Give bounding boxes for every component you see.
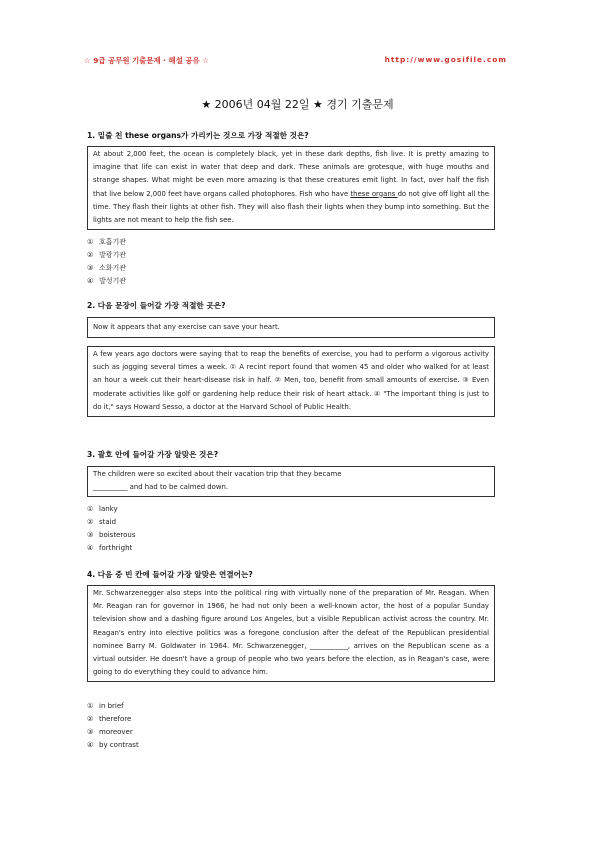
- q4-passage: [93, 587, 489, 679]
- q4-options: [87, 700, 139, 752]
- q3-blank: __________: [93, 483, 128, 492]
- q2-passage: A few years ago doctors were saying that to reap the benefits of exercise, you had to perform a vigorous activity such as jogging several times a week. ① A recint report found that women 45 and older who walked for at least an hour a week cut their heart-disease risk in half. ② Men, too, benefit from small amounts of exercise. ③ Even moderate activities like golf or gardening help reduce their risk of heart attack. ④ "The important thing is just to do it," says Howard Sesso, a doctor at the Harvard School of Public Health.: [93, 350, 489, 411]
- page-header: [84, 55, 507, 67]
- q1-title: 1. 밑줄 친 these organs가 가리키는 것으로 가장 적절한 것은?: [87, 131, 309, 140]
- q1-option-2[interactable]: ② 발광기관: [87, 251, 127, 259]
- q1-passage-text: At about 2,000 feet, the ocean is completely black, yet in these dark depths, fish live. It is pretty amazing to imagine that life can exist in water that deep and dark. These animals are grotesque, with huge mouths and strange shapes. What might be even more amazing is that these creatures emit light. In fact, over half the fish that live below 2,000 feet have organs called photophores. Fish who have: [93, 150, 489, 198]
- q1-options: [87, 236, 126, 288]
- q4-option-4[interactable]: ④ by contrast: [87, 741, 139, 749]
- q2-passage-box: [87, 346, 495, 417]
- q3-passage-box: [87, 466, 495, 497]
- q3-option-3[interactable]: ③ boisterous: [87, 531, 136, 539]
- q1-option-3[interactable]: ③ 소화기관: [87, 264, 127, 272]
- q4-passage-text-end: , arrives on the Republican scene as a virtual outsider. He doesn't have a group of people who two years before the election, as in Reagan's case, were going to do everything they could to advance him.: [93, 641, 489, 677]
- q3-option-1[interactable]: ① lanky: [87, 505, 118, 513]
- header-url[interactable]: http://www.gosifile.com: [384, 55, 507, 64]
- q1-option-4[interactable]: ④ 발성기관: [87, 277, 127, 285]
- q1-option-1[interactable]: ① 호흡기관: [87, 238, 127, 246]
- q4-passage-text: Mr. Schwarzenegger also steps into the political ring with virtually none of the preparation of Mr. Reagan. When Mr. Reagan ran for governor in 1966, he had not only been a well-known actor, the host of a popular Sunday television show and a dashing figure around Los Angeles, but a visible Republican activist across the country. Mr. Reagan's entry into elective politics was a foregone conclusion after the defeat of the Republican presidential nominee Barry M. Goldwater in 1964. Mr. Schwarzenegger,: [93, 589, 489, 650]
- page-title: ★ 2006년 04월 22일 ★ 경기 기출문제: [201, 98, 394, 111]
- q2-title: 2. 다음 문장이 들어갈 가장 적절한 곳은?: [87, 301, 226, 310]
- q3-title: 3. 괄호 안에 들어갈 가장 알맞은 것은?: [87, 450, 219, 459]
- q1-passage: [93, 148, 489, 227]
- q4-title: 4. 다음 중 빈 칸에 들어갈 가장 알맞은 연결어는?: [87, 570, 253, 579]
- q2-sentence: Now it appears that any exercise can save your heart.: [93, 323, 280, 331]
- q3-option-4[interactable]: ④ forthright: [87, 544, 133, 552]
- q1-underlined-phrase: these organs: [350, 189, 398, 198]
- q4-passage-box: [87, 585, 495, 682]
- q4-option-1[interactable]: ① in brief: [87, 702, 124, 710]
- header-site-title: ☆ 9급 공무원 기출문제 · 해설 공유 ☆: [84, 56, 209, 65]
- q4-blank: ___________: [309, 641, 348, 650]
- q4-option-2[interactable]: ② therefore: [87, 715, 132, 723]
- q1-passage-text-end: do not give off light all the time. They flash their lights at other fish. They will also flash their lights when they bump into something. But the lights are not meant to help the fish see.: [93, 189, 490, 225]
- q4-option-3[interactable]: ③ moreover: [87, 728, 133, 736]
- q3-line-2: __________ and had to be calmed down.: [93, 483, 229, 492]
- q1-passage-box: [87, 146, 495, 230]
- q3-line-1: The children were so excited about their vacation trip that they became: [93, 470, 342, 478]
- q3-options: [87, 503, 135, 555]
- q2-sentence-box: [87, 317, 495, 338]
- q3-option-2[interactable]: ② staid: [87, 518, 117, 526]
